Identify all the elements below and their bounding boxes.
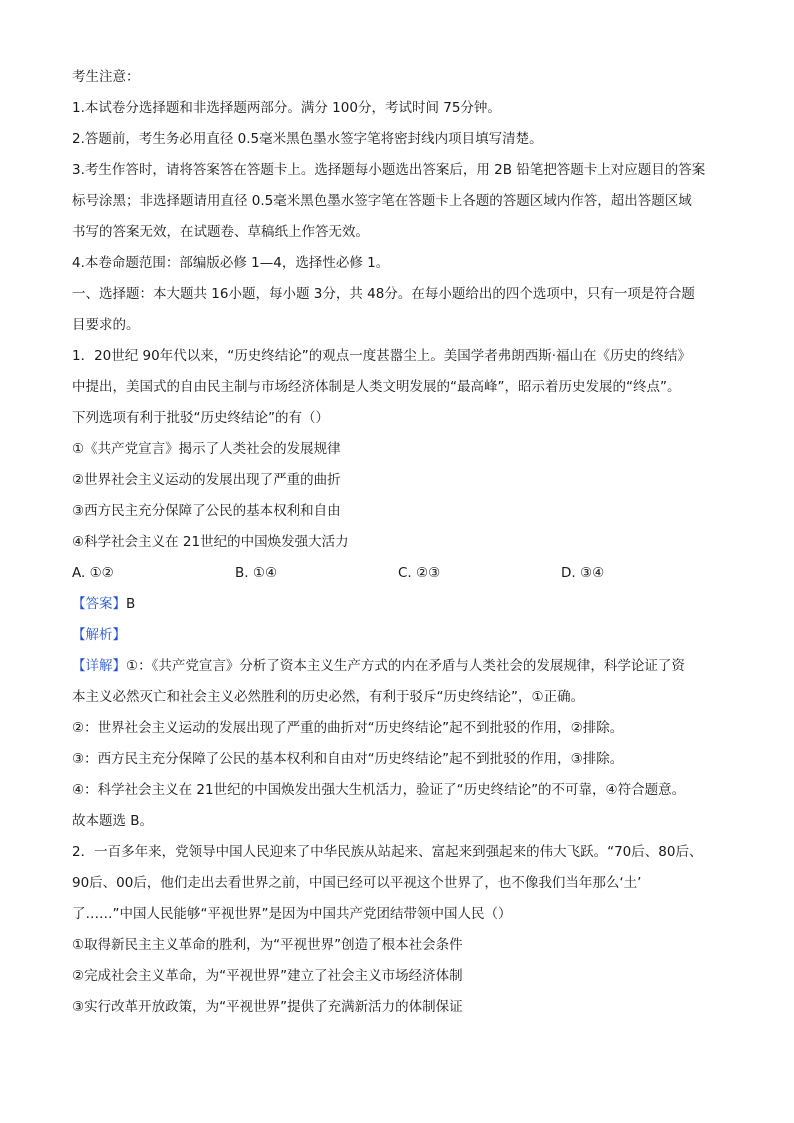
q1-statement: ②世界社会主义运动的发展出现了严重的曲折 (72, 472, 341, 488)
notice-item: 3.考生作答时，请将答案答在答题卡上。选择题每小题选出答案后，用 2B 铅笔把答题卡上对应题目的答案 (72, 162, 706, 178)
document-page (72, 66, 732, 1027)
q1-stem-line: 中提出，美国式的自由民主制与市场经济体制是人类文明发展的“最高峰”，昭示着历史发展的“终点”。 (72, 379, 681, 395)
answer-label: 【答案】 (72, 596, 126, 612)
q1-detail-line: ④：科学社会主义在 21世纪的中国焕发出强大生机活力，验证了“历史终结论”的不可靠，④符合题意。 (72, 782, 686, 798)
q1-statement: ③西方民主充分保障了公民的基本权利和自由 (72, 503, 341, 519)
analysis-label: 【解析】 (72, 627, 126, 643)
notice-item: 4.本卷命题范围：部编版必修 1—4，选择性必修 1。 (72, 255, 390, 271)
q1-statement: ①《共产党宣言》揭示了人类社会的发展规律 (72, 441, 341, 457)
notice-item: 2.答题前，考生务必用直径 0.5毫米黑色墨水签字笔将密封线内项目填写清楚。 (72, 131, 543, 147)
q1-detail-line (72, 655, 732, 686)
q1-detail-line: ②：世界社会主义运动的发展出现了严重的曲折对“历史终结论”起不到批驳的作用，②排除。 (72, 720, 624, 736)
q2-statement: ③实行改革开放政策，为“平视世界”提供了充满新活力的体制保证 (72, 999, 463, 1015)
q1-detail-line: 本主义必然灭亡和社会主义必然胜利的历史必然，有利于驳斥“历史终结论”，①正确。 (72, 689, 585, 705)
q2-statement: ②完成社会主义革命，为“平视世界”建立了社会主义市场经济体制 (72, 968, 463, 984)
notice-item: 1.本试卷分选择题和非选择题两部分。满分 100分，考试时间 75分钟。 (72, 100, 501, 116)
notice-item: 书写的答案无效，在试题卷、草稿纸上作答无效。 (72, 224, 369, 240)
q1-stem-line: 下列选项有利于批驳“历史终结论”的有（） (72, 410, 329, 426)
q1-detail-line: ③：西方民主充分保障了公民的基本权利和自由对“历史终结论”起不到批驳的作用，③排除。 (72, 751, 624, 767)
q1-option-d: D. ③④ (561, 565, 605, 581)
q1-option-a: A. ①② (72, 565, 114, 581)
q1-answer (72, 593, 732, 624)
q1-stem-line: 1．20世纪 90年代以来，“历史终结论”的观点一度甚嚣尘上。美国学者弗朗西斯·福山在《历史的终结》 (72, 348, 692, 364)
q1-options (72, 562, 732, 593)
answer-value: B (126, 596, 136, 612)
q1-analysis (72, 624, 732, 655)
detail-label: 【详解】 (72, 658, 126, 674)
q1-option-b: B. ①④ (235, 565, 278, 581)
notice-title: 考生注意： (72, 69, 140, 85)
notice-item: 标号涂黑；非选择题请用直径 0.5毫米黑色墨水签字笔在答题卡上各题的答题区域内作答，超出答题区域 (72, 193, 692, 209)
section-heading-cont: 目要求的。 (72, 317, 140, 333)
q2-stem-line: 90后、00后，他们走出去看世界之前，中国已经可以平视这个世界了，也不像我们当年那么‘土’ (72, 875, 642, 891)
q2-statement: ①取得新民主主义革命的胜利，为“平视世界”创造了根本社会条件 (72, 937, 463, 953)
q1-statement: ④科学社会主义在 21世纪的中国焕发强大活力 (72, 534, 349, 550)
section-heading: 一、选择题：本大题共 16小题，每小题 3分，共 48分。在每小题给出的四个选项中，只有一项是符合题 (72, 286, 695, 302)
q1-detail-line: 故本题选 B。 (72, 813, 154, 829)
detail-text: ①：《共产党宣言》分析了资本主义生产方式的内在矛盾与人类社会的发展规律，科学论证了资 (126, 658, 685, 674)
q2-stem-line: 了……”中国人民能够“平视世界”是因为中国共产党团结带领中国人民（） (72, 906, 512, 922)
q2-stem-line: 2．一百多年来，党领导中国人民迎来了中华民族从站起来、富起来到强起来的伟大飞跃。“70后、80后、 (72, 844, 703, 860)
q1-option-c: C. ②③ (398, 565, 441, 581)
